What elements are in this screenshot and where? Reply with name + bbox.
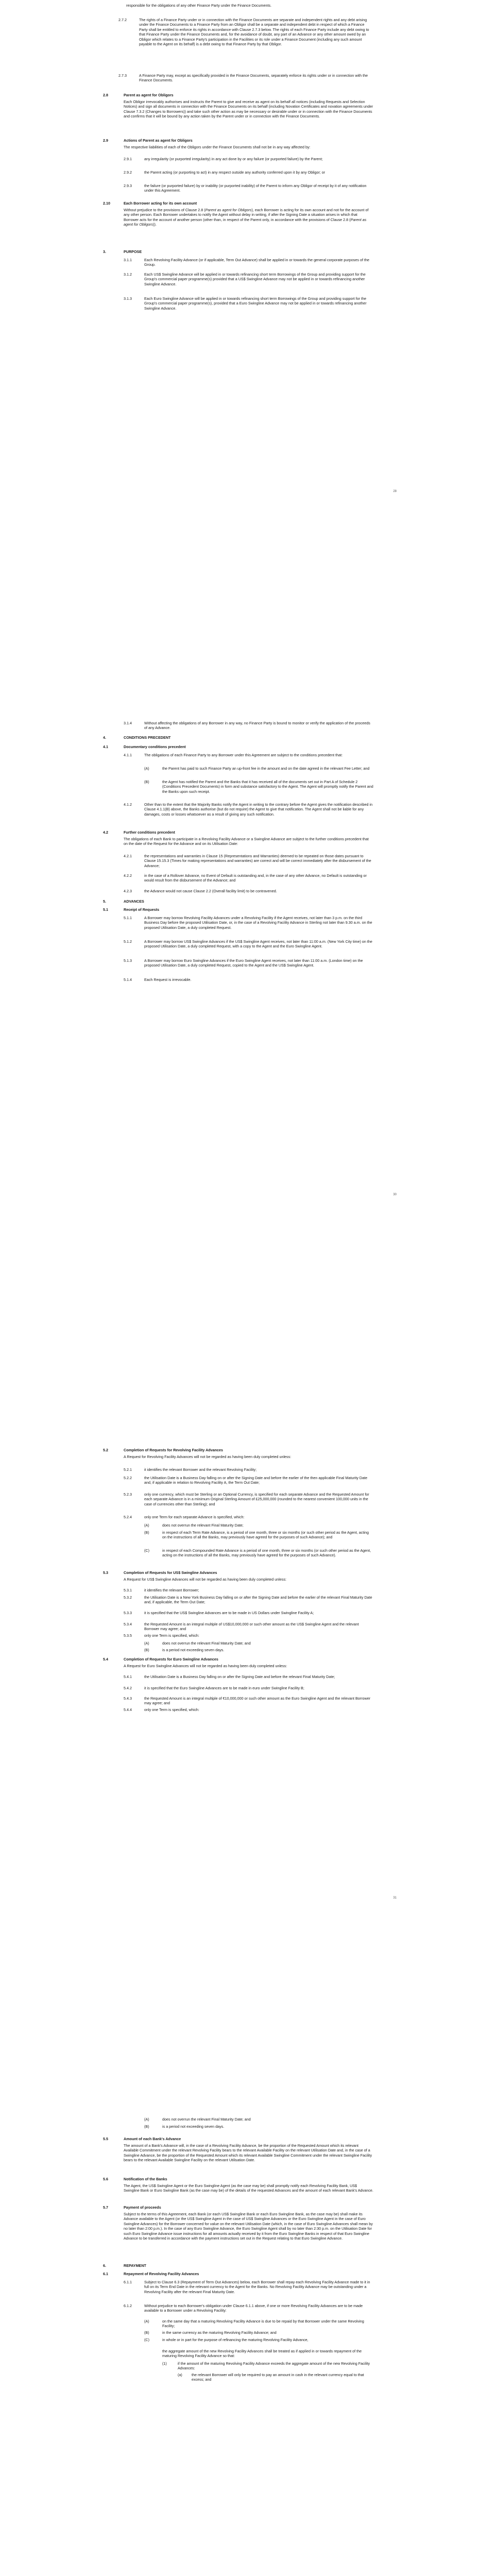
list-marker: (1) <box>162 2361 167 2366</box>
list-item-continuation: the aggregate amount of the new Revolving Facility Advances shall be treated as if applied in or towards repayment of the maturing Revolving Facility Advance so that: <box>162 2349 362 2359</box>
section-text: The amount of a Bank's Advance will, in the case of a Revolving Facility Advance, be the proportion of the Requested Amount which its relevant Available Commitment under the relevant Revolving Facility bears to the relevant Available Facility on the relevant Utilisation Date and, in the case of a Swingline Advance, be the proportion of the Requested Amount which its relevant Available Swingline Commitment under the relevant Swingline Facility bears to the relevant Available Swingline Facility on the relevant Utilisation Date. <box>124 2143 372 2163</box>
paragraph-continuation: responsible for the obligations of any other Finance Party under the Finance Documents. <box>126 3 272 8</box>
clause-text: Each Euro Swingline Advance will be applied in or towards refinancing short term Borrowings of the Group and providing support for the Group's commercial paper programme(s), provided that a Euro Swingline Advance may not be applied in or towards refinancing another Swingline Advance. <box>144 296 367 311</box>
document-page <box>0 2110 497 2576</box>
clause-text: the Requested Amount is an integral multiple of US$10,000,000 or such other amount as the US$ Swingline Agent and the relevant Borrower may agree; and <box>144 1622 359 1632</box>
clause-number: 4.1.2 <box>124 802 132 807</box>
section-heading: Payment of proceeds <box>124 2205 161 2210</box>
section-number: 5.4 <box>103 1657 108 1662</box>
list-item: in respect of each Compounded Rate Advance is a period of one month, three or six months (or such other period as the Agent, acting on the instructions of all the Banks, may previously have agreed for the purposes of such Advance). <box>162 1548 371 1558</box>
clause-text: Each US$ Swingline Advance will be applied in or towards refinancing short term Borrowings of the Group and providing support for the Group's commercial paper programme(s) provided that a US$ Swingline Advance may not be applied in or towards refinancing another Swingline Advance. <box>144 272 366 286</box>
clause-text: it is specified that the Euro Swingline Advances are to be made in euro under Swingline Facility B; <box>144 1686 304 1690</box>
section-number: 2.9 <box>103 138 108 143</box>
clause-number: 5.1.3 <box>124 958 132 963</box>
list-marker: (A) <box>144 766 149 771</box>
section-heading: Notification of the Banks <box>124 2177 167 2181</box>
section-number: 6.1 <box>103 2272 108 2276</box>
clause-text: A Finance Party may, except as specifically provided in the Finance Documents, separately enforce its rights under or in connection with the Finance Documents. <box>139 73 368 83</box>
clause-number: 3.1.2 <box>124 272 132 277</box>
clause-number: 6.1.2 <box>124 2303 132 2308</box>
clause-number: 5.2.2 <box>124 1476 132 1480</box>
list-item: does not overrun the relevant Final Maturity Date; and <box>162 1641 251 1646</box>
clause-text: the representations and warranties in Clause 15 (Representations and Warranties) deemed to be repeated on those dates pursuant to Clause 15.15.3 (Times for making representations and warranties) are correct and will be correct immediately after the disbursement of the Advance; <box>144 854 371 868</box>
clause-number: 5.3.4 <box>124 1622 132 1626</box>
section-number: 5.3 <box>103 1570 108 1575</box>
section-number: 4.2 <box>103 830 108 835</box>
clause-text: it identifies the relevant Borrower and the relevant Revolving Facility; <box>144 1467 257 1472</box>
section-text: The Agent, the US$ Swingline Agent or the Euro Swingline Agent (as the case may be) shall promptly notify each Revolving Facility Bank, US$ Swingline Bank or Euro Swingline Bank (as the case may be) of the details of the requested Advances and the amount of each relevant Bank's Advance. <box>124 2183 373 2193</box>
section-heading: Documentary conditions precedent <box>124 744 186 749</box>
clause-text: only one Term for each separate Advance is specified, which: <box>144 1515 245 1519</box>
clause-number: 5.2.3 <box>124 1492 132 1497</box>
section-text: The obligations of each Bank to participate in a Revolving Facility Advance or a Swingline Advance are subject to the further conditions precedent that on the date of the Request for the Advance and on its Utilisation Date: <box>124 837 369 846</box>
section-text: A Request for Euro Swingline Advances will not be regarded as having been duly completed unless: <box>124 1664 287 1668</box>
clause-number: 3.1.1 <box>124 258 132 262</box>
clause-text: it is specified that the US$ Swingline Advances are to be made in US Dollars under Swingline Facility A; <box>144 1611 314 1615</box>
clause-number: 2.7.2 <box>118 18 127 22</box>
section-number: 5.2 <box>103 1448 108 1452</box>
clause-text: the failure (or purported failure) by or inability (or purported inability) of the Parent to inform any Obligor of receipt by it of any notification under this Agreement. <box>144 183 367 193</box>
document-page <box>0 1406 497 2110</box>
clause-text: Subject to Clause 6.3 (Repayment of Term Out Advances) below, each Borrower shall repay each Revolving Facility Advance made to it in full on its Term End Date in the relevant currency to the Agent for the Banks. No Revolving Facility Advance may be outstanding under a Revolving Facility after the relevant Final Maturity Date. <box>144 2280 370 2294</box>
list-marker: (B) <box>144 1530 149 1535</box>
list-marker: (a) <box>178 2372 182 2377</box>
section-number: 3. <box>103 249 106 254</box>
section-heading: PURPOSE <box>124 249 142 254</box>
section-heading: CONDITIONS PRECEDENT <box>124 735 171 740</box>
list-marker: (A) <box>144 1641 149 1646</box>
section-heading: Repayment of Revolving Facility Advances <box>124 2272 199 2276</box>
clause-number: 5.2.4 <box>124 1515 132 1519</box>
clause-text: the Utilisation Date is a Business Day falling on or after the Signing Date and before the earlier of the then applicable Final Maturity Date and, if applicable in relation to Revolving Facility A, the Term Out Date; <box>144 1476 368 1485</box>
list-item: if the amount of the maturing Revolving Facility Advance exceeds the aggregate amount of the new Revolving Facility Advances: <box>178 2361 370 2371</box>
list-marker: (A) <box>144 2117 149 2122</box>
document-page <box>0 703 497 1406</box>
clause-number: 4.2.1 <box>124 854 132 858</box>
section-number: 4. <box>103 735 106 740</box>
section-number: 5.7 <box>103 2205 108 2210</box>
section-heading: REPAYMENT <box>124 2263 146 2268</box>
list-item: in whole or in part for the purpose of refinancing the maturing Revolving Facility Advance, <box>162 2337 309 2342</box>
section-heading: Amount of each Bank's Advance <box>124 2137 181 2141</box>
clause-text: The rights of a Finance Party under or in connection with the Finance Documents are separate and independent rights and any debt arising under the Finance Documents to a Finance Party from an Obligor shall be a separate and independent debt in respect of which a Finance Party shall be entitled to enforce its rights in accordance with Clause 2.7.3 below. The rights of each Finance Party include any debt owing to that Finance Party under the Finance Documents and, for the avoidance of doubt, any part of an Advance or any other amount owed by an Obligor which relates to a Finance Party's participation in the Facilities or its role under a Finance Document (including any such amount payable to the Agent on its behalf) is a debt owing to that Finance Party by that Obligor. <box>139 18 369 47</box>
section-heading: Actions of Parent as agent for Obligors <box>124 138 193 143</box>
clause-text: A Borrower may borrow Revolving Facility Advances under a Revolving Facility if the Agent receives, not later than 3 p.m. on the third Business Day before the proposed Utilisation Date, or, in the case of a Revolving Facility Advance in Sterling not later than 9.30 a.m. on the proposed Utilisation Date, a duly completed Request. <box>144 916 372 930</box>
section-text: Subject to the terms of this Agreement, each Bank (or each US$ Swingline Bank or each Euro Swingline Bank, as the case may be) shall make its Advance available to the Agent (or the US$ Swingline Agent in the case of US$ Swingline Advances or the Euro Swingline Agent in the case of Euro Swingline Advances) for the Borrower concerned for value on the relevant Utilisation Date (which, in the case of Euro Swingline Advances shall mean by no later than 2:00 p.m.). In the case of any Euro Swingline Advance, the Euro Swingline Agent shall by no later than 2:30 p.m. on the Utilisation Date for such Euro Swingline Advance issue instructions for all amounts actually received by it from the Euro Swingline Banks in respect of that Euro Swingline Advance to be transferred in accordance with the payment instructions set out in the Request relating to that Euro Swingline Advance. <box>124 2212 373 2241</box>
clause-number: 6.1.1 <box>124 2280 132 2284</box>
section-number: 2.10 <box>103 201 110 206</box>
list-marker: (B) <box>144 2124 149 2129</box>
clause-number: 3.1.4 <box>124 721 132 725</box>
section-text: A Request for US$ Swingline Advances will not be regarded as having been duly completed unless: <box>124 1577 287 1582</box>
clause-number: 5.3.5 <box>124 1633 132 1638</box>
clause-text: the Requested Amount is an integral multiple of €10,000,000 or such other amount as the Euro Swingline Agent and the relevant Borrower may agree; and <box>144 1696 371 1706</box>
list-item: on the same day that a maturing Revolving Facility Advance is due to be repaid by that Borrower under the same Revolving Facility; <box>162 2319 364 2329</box>
list-item: in respect of each Term Rate Advance, is a period of one month, three or six months (or such other period as the Agent, acting on the instructions of all the Banks, may previously have agreed for the purposes of such Advance); and <box>162 1530 369 1540</box>
section-text: A Request for Revolving Facility Advances will not be regarded as having been duly completed unless: <box>124 1454 292 1459</box>
clause-number: 4.1.1 <box>124 753 132 757</box>
section-heading: Each Borrower acting for its own account <box>124 201 197 206</box>
section-number: 2.8 <box>103 93 108 97</box>
list-marker: (B) <box>144 2330 149 2335</box>
clause-text: the Utilisation Date is a Business Day falling on or after the Signing Date and before the relevant Final Maturity Date; <box>144 1674 335 1679</box>
clause-text: Each Revolving Facility Advance (or if applicable, Term Out Advance) shall be applied in or towards the general corporate purposes of the Group. <box>144 258 369 267</box>
clause-number: 5.4.1 <box>124 1674 132 1679</box>
clause-number: 5.4.2 <box>124 1686 132 1690</box>
section-heading: ADVANCES <box>124 899 144 904</box>
section-text: Without prejudice to the provisions of Clause 2.8 (Parent as agent for Obligors), each Borrower is acting for its own account and not for the account of any other person. Each Borrower undertakes to notify the Agent without delay in writing, if after the Signing Date a situation arises in which that Borrower acts for the account of another person (other than, in respect of the Parent only, in accordance with the provisions of Clause 2.8 (Parent as agent for Obligors)). <box>124 208 369 227</box>
clause-number: 2.9.2 <box>124 170 132 175</box>
list-marker: (A) <box>144 2319 149 2324</box>
list-marker: (C) <box>144 1548 149 1553</box>
clause-number: 5.1.1 <box>124 916 132 920</box>
clause-number: 5.3.2 <box>124 1595 132 1600</box>
clause-text: Without affecting the obligations of any Borrower in any way, no Finance Party is bound to monitor or verify the application of the proceeds of any Advance. <box>144 721 370 731</box>
clause-number: 2.9.1 <box>124 157 132 161</box>
section-heading: Further conditions precedent <box>124 830 175 835</box>
clause-text: the Advance would not cause Clause 2.2 (Overall facility limit) to be contravened. <box>144 889 277 893</box>
clause-number: 2.7.3 <box>118 73 127 78</box>
list-marker: (B) <box>144 779 149 784</box>
list-marker: (C) <box>144 2337 149 2342</box>
clause-number: 2.9.3 <box>124 183 132 188</box>
section-number: 5.6 <box>103 2177 108 2181</box>
clause-text: in the case of a Rollover Advance, no Event of Default is outstanding and, in the case of any other Advance, no Default is outstanding or would result from the disbursement of the Advance; and <box>144 873 367 883</box>
section-heading: Receipt of Requests <box>124 907 160 912</box>
list-item: the Parent has paid to such Finance Party an up-front fee in the amount and on the date agreed in the relevant Fee Letter; and <box>162 766 370 771</box>
list-item: is a period not exceeding seven days. <box>162 2124 225 2129</box>
section-heading: Completion of Requests for US$ Swingline Advances <box>124 1570 217 1575</box>
section-number: 5.5 <box>103 2137 108 2141</box>
section-text: The respective liabilities of each of the Obligors under the Finance Documents shall not be in any way affected by: <box>124 145 311 149</box>
list-item: in the same currency as the maturing Revolving Facility Advance; and <box>162 2330 277 2335</box>
clause-number: 5.1.4 <box>124 977 132 982</box>
clause-text: any irregularity (or purported irregularity) in any act done by or any failure (or purported failure) by the Parent; <box>144 157 323 161</box>
page-number: 31 <box>393 1896 397 1900</box>
clause-text: it identifies the relevant Borrower; <box>144 1588 199 1592</box>
section-number: 5. <box>103 899 106 904</box>
list-item: the relevant Borrower will only be required to pay an amount in cash in the relevant currency equal to that excess; and <box>192 2372 364 2382</box>
clause-text: only one Term is specified, which: <box>144 1633 199 1638</box>
list-marker: (A) <box>144 1523 149 1528</box>
list-marker: (B) <box>144 1648 149 1652</box>
clause-text: A Borrower may borrow Euro Swingline Advances if the Euro Swingline Agent receives, not later than 11:00 a.m. (London time) on the proposed Utilisation Date, a duly completed Request, copied to the Agent and the US$ Swingline Agent. <box>144 958 363 968</box>
section-number: 6. <box>103 2263 106 2268</box>
clause-text: only one Term is specified, which: <box>144 1707 199 1712</box>
section-heading: Parent as agent for Obligors <box>124 93 174 97</box>
clause-text: A Borrower may borrow US$ Swingline Advances if the US$ Swingline Agent receives, not later than 11:00 a.m. (New York City time) on the proposed Utilisation Date, a duly completed Request, with a copy to the Agent and the Euro Swingline Agent. <box>144 939 372 949</box>
section-heading: Completion of Requests for Revolving Facility Advances <box>124 1448 224 1452</box>
page-number: 30 <box>393 1193 397 1196</box>
clause-text: only one currency, which must be Sterling or an Optional Currency, is specified for each separate Advance and the Requested Amount for each separate Advance is in a minimum Original Sterling Amount of £25,000,000 (rounded to the nearest convenient 100,000 units in the case of currencies other than Sterling); and <box>144 1492 369 1506</box>
section-number: 4.1 <box>103 744 108 749</box>
clause-number: 5.4.3 <box>124 1696 132 1701</box>
clause-text: Other than to the extent that the Majority Banks notify the Agent in writing to the contrary before the Agent gives the notification described in Clause 4.1.1(B) above, the Banks authorise (but do not require) the Agent to give that notification. The Agent shall not be liable for any damages, costs or losses whatsoever as a result of giving any such notification. <box>144 802 373 817</box>
clause-number: 5.2.1 <box>124 1467 132 1472</box>
clause-number: 5.3.1 <box>124 1588 132 1592</box>
page-number: 28 <box>393 490 397 493</box>
clause-text: the Utilisation Date is a New York Business Day falling on or after the Signing Date and before the earlier of the relevant Final Maturity Date and, if applicable, the Term Out Date; <box>144 1595 372 1605</box>
section-number: 5.1 <box>103 907 108 912</box>
clause-number: 5.1.2 <box>124 939 132 944</box>
list-item: is a period not exceeding seven days. <box>162 1648 225 1652</box>
clause-text: Each Request is irrevocable. <box>144 977 192 982</box>
section-text: Each Obligor irrevocably authorises and instructs the Parent to give and receive as agent on its behalf all notices (including Requests and Selection Notices) and sign all documents in connection with the Finance Documents on its behalf (including Novation Certificates and novation agreements under Clause 7.3.2 (Changes to Borrowers)) and take such other action as may be necessary or desirable under or in connection with the Finance Documents and confirms that it will be bound by any action taken by the Parent under or in connection with the Finance Documents. <box>124 99 373 119</box>
list-item: does not overrun the relevant Final Maturity Date; and <box>162 2117 251 2122</box>
list-item: the Agent has notified the Parent and the Banks that it has received all of the documents set out in Part A of Schedule 2 (Conditions Precedent Documents) in form and substance satisfactory to the Agent. The Agent will promptly notify the Parent and the Banks upon such receipt. <box>162 779 373 794</box>
section-heading: Completion of Requests for Euro Swingline Advances <box>124 1657 218 1662</box>
list-item: does not overrun the relevant Final Maturity Date; <box>162 1523 244 1528</box>
clause-text: The obligations of each Finance Party to any Borrower under this Agreement are subject to the conditions precedent that: <box>144 753 343 757</box>
clause-number: 5.3.3 <box>124 1611 132 1615</box>
clause-number: 4.2.2 <box>124 873 132 878</box>
clause-text: the Parent acting (or purporting to act) in any respect outside any authority conferred upon it by any Obligor; or <box>144 170 325 175</box>
document-page <box>0 0 497 703</box>
clause-number: 3.1.3 <box>124 296 132 301</box>
clause-number: 4.2.3 <box>124 889 132 893</box>
clause-text: Without prejudice to each Borrower's obligation under Clause 6.1.1 above, if one or more Revolving Facility Advances are to be made available to a Borrower under a Revolving Facility: <box>144 2303 363 2313</box>
clause-number: 5.4.4 <box>124 1707 132 1712</box>
